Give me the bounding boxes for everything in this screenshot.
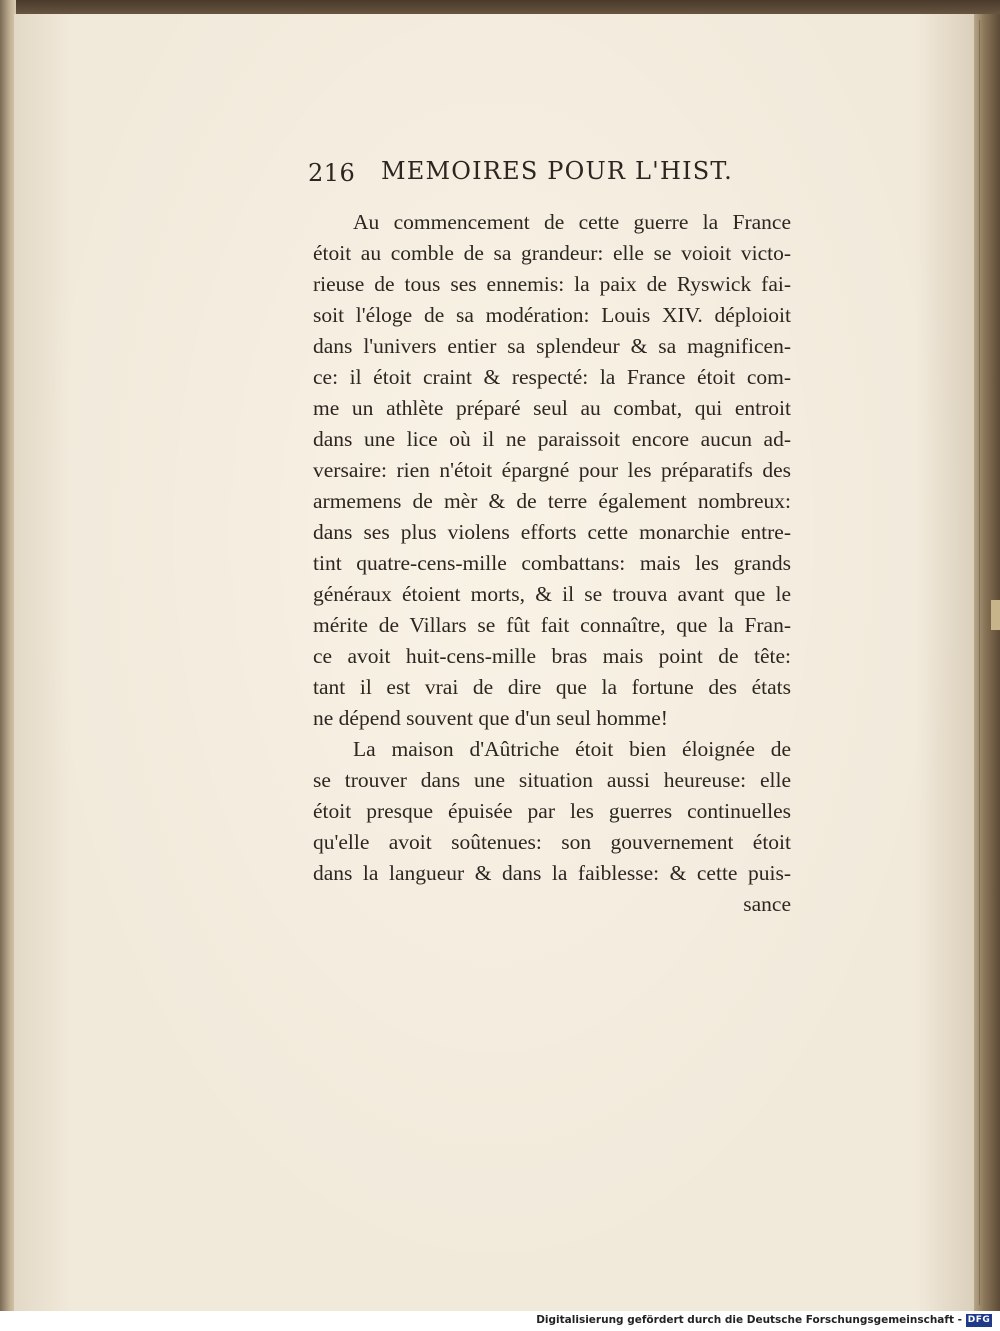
text-line: armemens de mèr & de terre également nombreux: — [313, 489, 791, 513]
text-line: dans la langueur & dans la faiblesse: & cette puis- — [313, 861, 791, 885]
text-line: Au commencement de cette guerre la France — [353, 210, 791, 234]
running-head — [308, 155, 778, 191]
text-line: dans l'univers entier sa splendeur & sa magnificen- — [313, 334, 791, 358]
text-line: mérite de Villars se fût fait connaître, que la Fran- — [313, 613, 791, 637]
page-tab-marker — [990, 600, 1000, 630]
text-line: ne dépend souvent que d'un seul homme! — [313, 706, 668, 730]
page-number: 216 — [308, 159, 356, 187]
text-line: tant il est vrai de dire que la fortune des états — [313, 675, 791, 699]
text-line: qu'elle avoit soûtenues: son gouvernement étoit — [313, 830, 791, 854]
text-line: La maison d'Aûtriche étoit bien éloignée de — [353, 737, 791, 761]
text-line: étoit au comble de sa grandeur: elle se voioit victo- — [313, 241, 791, 265]
running-title: MEMOIRES POUR L'HIST. — [381, 157, 733, 185]
catchword: sance — [743, 892, 791, 916]
book-gutter — [974, 14, 1000, 1311]
text-line: dans une lice où il ne paraissoit encore aucun ad- — [313, 427, 791, 451]
funding-credit: Digitalisierung gefördert durch die Deutsche Forschungsgemeinschaft - — [536, 1314, 962, 1326]
text-line: tint quatre-cens-mille combattans: mais les grands — [313, 551, 791, 575]
dfg-logo-icon: DFG — [967, 1315, 991, 1325]
digitization-footer — [0, 1311, 1000, 1331]
body-text — [313, 207, 791, 920]
text-line: soit l'éloge de sa modération: Louis XIV. déploioit — [313, 303, 791, 327]
text-line: dans ses plus violens efforts cette monarchie entre- — [313, 520, 791, 544]
text-line: généraux étoient morts, & il se trouva avant que le — [313, 582, 791, 606]
gutter-line — [979, 20, 980, 1305]
text-line: rieuse de tous ses ennemis: la paix de Ryswick fai- — [313, 272, 791, 296]
text-line: me un athlète préparé seul au combat, qui entroit — [313, 396, 791, 420]
text-line: étoit presque épuisée par les guerres continuelles — [313, 799, 791, 823]
text-line: ce avoit huit-cens-mille bras mais point de tête: — [313, 644, 791, 668]
text-line: ce: il étoit craint & respecté: la France étoit com- — [313, 365, 791, 389]
text-line: versaire: rien n'étoit épargné pour les préparatifs des — [313, 458, 791, 482]
text-line: se trouver dans une situation aussi heureuse: elle — [313, 768, 791, 792]
